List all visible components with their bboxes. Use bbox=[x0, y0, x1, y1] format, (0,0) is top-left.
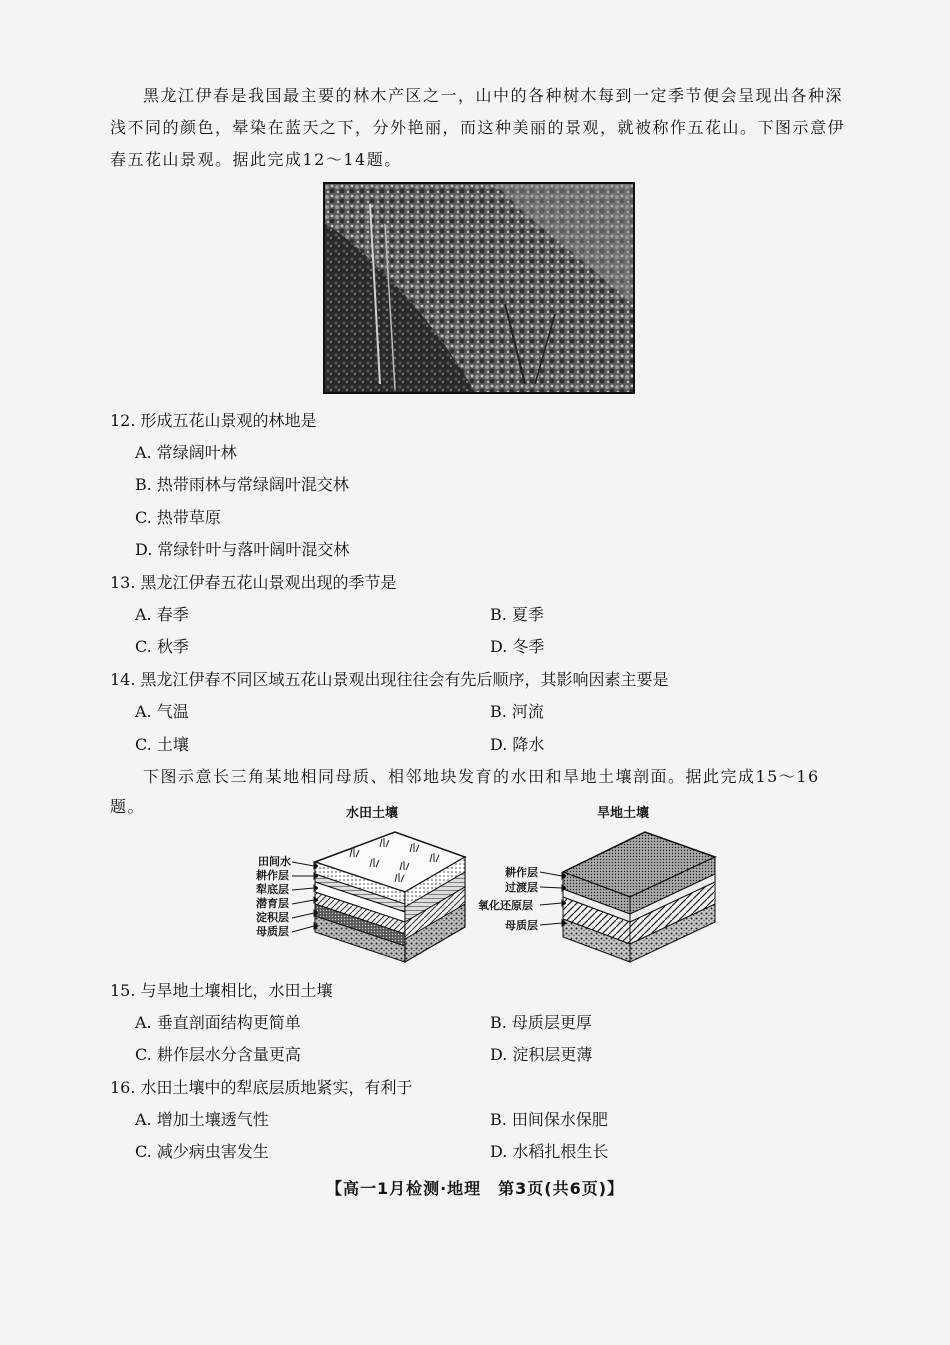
question-12-option-b: B. 热带雨林与常绿阔叶混交林 bbox=[135, 475, 349, 494]
dry-soil-block-diagram bbox=[560, 822, 720, 967]
question-12-option-c: C. 热带草原 bbox=[135, 508, 221, 527]
page-footer: 【高一1月检测·地理 第3页(共6页)】 bbox=[325, 1179, 625, 1198]
question-14-option-c: C. 土壤 bbox=[135, 735, 189, 754]
paddy-soil-block-diagram bbox=[310, 822, 470, 972]
wuhua-mountain-photo bbox=[323, 182, 635, 394]
paddy-soil-title: 水田土壤 bbox=[346, 806, 399, 821]
question-12-option-d: D. 常绿针叶与落叶阔叶混交林 bbox=[135, 540, 350, 559]
question-14-stem: 14. 黑龙江伊春不同区域五花山景观出现往往会有先后顺序，其影响因素主要是 bbox=[110, 670, 669, 689]
paddy-layer-label: 耕作层 bbox=[256, 869, 289, 882]
paddy-layer-label: 犁底层 bbox=[256, 883, 289, 896]
question-14-option-a: A. 气温 bbox=[135, 702, 189, 721]
question-13-option-d: D. 冬季 bbox=[490, 637, 545, 656]
intro-paragraph-12-14: 黑龙江伊春是我国最主要的林木产区之一，山中的各种树木每到一定季节便会呈现出各种深浅不同的颜色，晕染在蓝天之下，分外艳丽，而这种美丽的景观，就被称作五花山。下图示意伊春五花山景观。据此完成12～14题。 bbox=[110, 86, 846, 169]
paddy-layer-label: 田间水 bbox=[258, 855, 291, 868]
question-13-stem: 13. 黑龙江伊春五花山景观出现的季节是 bbox=[110, 573, 397, 592]
question-12-option-a: A. 常绿阔叶林 bbox=[135, 443, 237, 462]
dry-layer-label: 过渡层 bbox=[505, 881, 538, 894]
question-15-option-b: B. 母质层更厚 bbox=[490, 1013, 592, 1032]
question-16-option-b: B. 田间保水保肥 bbox=[490, 1110, 608, 1129]
paddy-label-arrows bbox=[292, 858, 318, 938]
question-16-option-a: A. 增加土壤透气性 bbox=[135, 1110, 269, 1129]
paddy-layer-label: 母质层 bbox=[256, 925, 289, 938]
forest-photo-illustration bbox=[325, 184, 633, 392]
question-15-option-c: C. 耕作层水分含量更高 bbox=[135, 1045, 301, 1064]
question-14-option-d: D. 降水 bbox=[490, 735, 545, 754]
question-14-option-b: B. 河流 bbox=[490, 702, 544, 721]
dry-layer-label: 母质层 bbox=[505, 919, 538, 932]
dry-soil-title: 旱地土壤 bbox=[597, 806, 650, 821]
dry-layer-label: 耕作层 bbox=[505, 866, 538, 879]
intro-paragraph-15-16: 下图示意长三角某地相同母质、相邻地块发育的水田和旱地土壤剖面。据此完成15～16题。 bbox=[110, 767, 820, 816]
paddy-layer-label: 淀积层 bbox=[256, 911, 289, 924]
question-13-option-b: B. 夏季 bbox=[490, 605, 544, 624]
paddy-layer-label: 潜育层 bbox=[256, 897, 289, 910]
dry-label-arrows bbox=[540, 868, 566, 934]
question-13-option-c: C. 秋季 bbox=[135, 637, 189, 656]
question-16-option-c: C. 减少病虫害发生 bbox=[135, 1142, 269, 1161]
question-15-option-d: D. 淀积层更薄 bbox=[490, 1045, 593, 1064]
dry-layer-label: 氧化还原层 bbox=[478, 899, 533, 912]
question-15-option-a: A. 垂直剖面结构更简单 bbox=[135, 1013, 301, 1032]
question-16-stem: 16. 水田土壤中的犁底层质地紧实，有利于 bbox=[110, 1078, 413, 1097]
question-15-stem: 15. 与旱地土壤相比，水田土壤 bbox=[110, 981, 333, 1000]
question-12-stem: 12. 形成五花山景观的林地是 bbox=[110, 411, 317, 430]
question-16-option-d: D. 水稻扎根生长 bbox=[490, 1142, 609, 1161]
question-13-option-a: A. 春季 bbox=[135, 605, 189, 624]
